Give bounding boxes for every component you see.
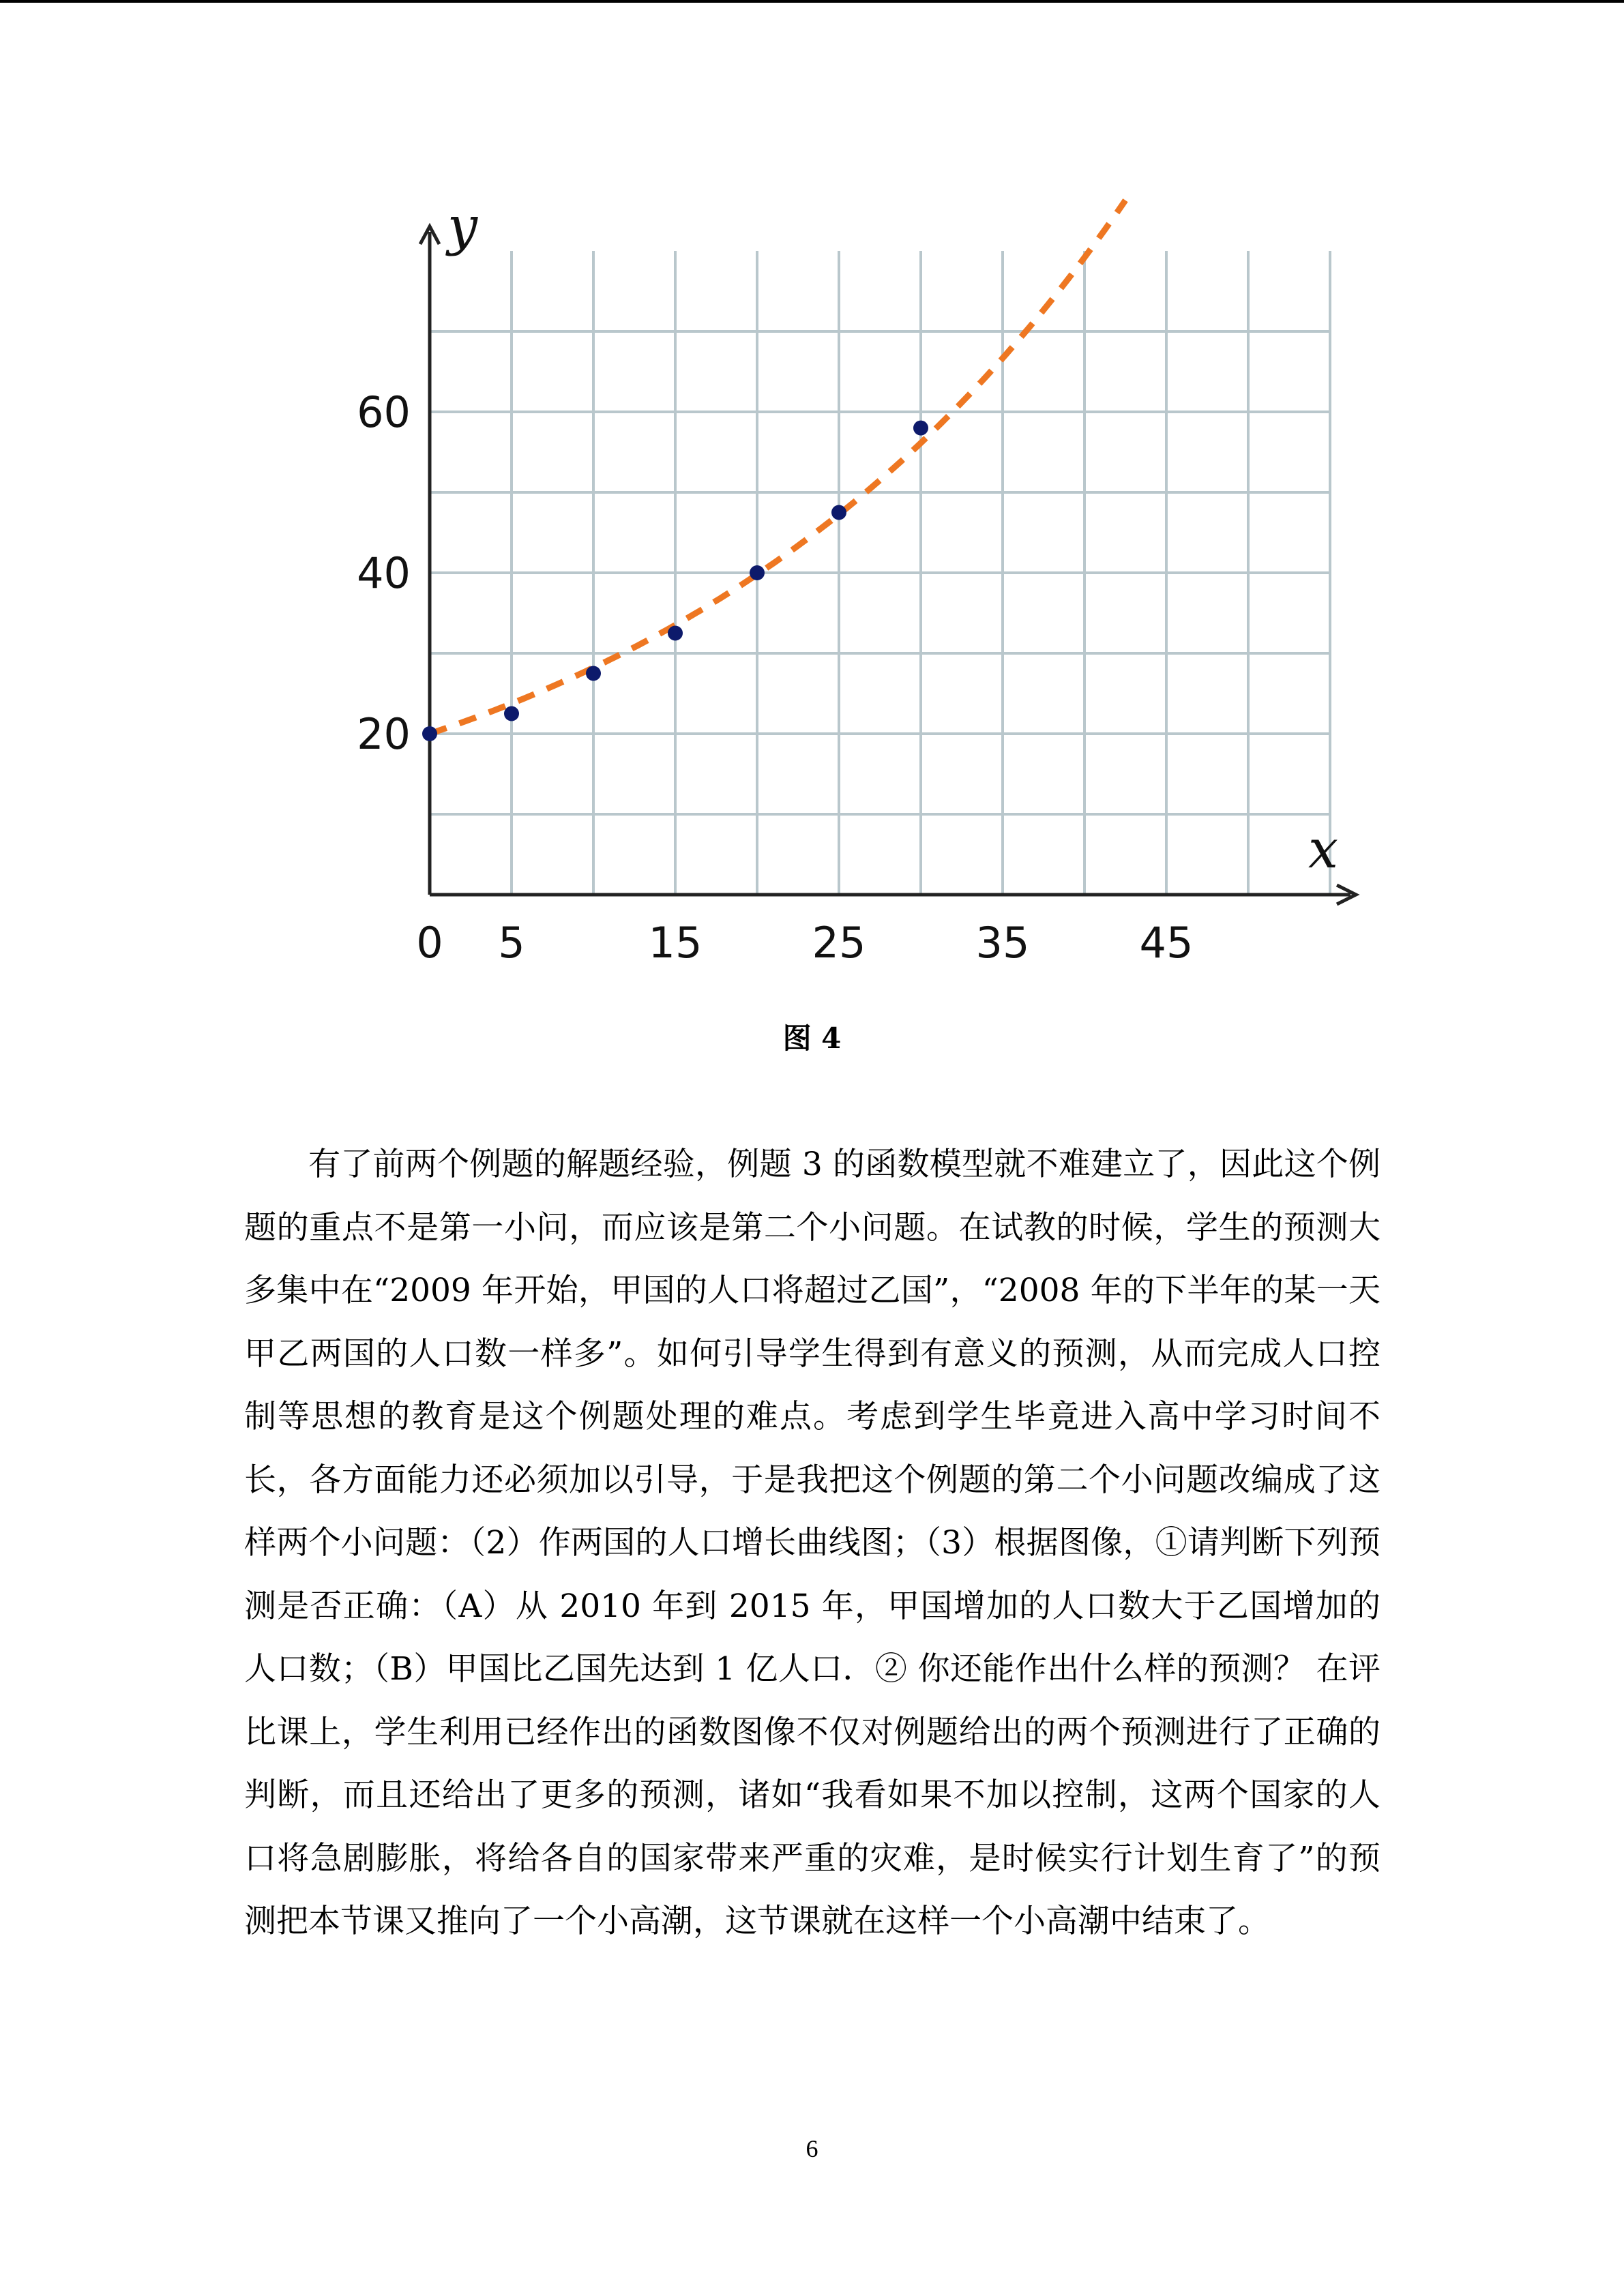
label-layer — [357, 196, 1338, 968]
data-point — [422, 726, 437, 741]
figure-caption: 图 4 — [782, 1022, 842, 1055]
x-tick-label: 25 — [812, 918, 866, 968]
x-tick-label: 0 — [416, 918, 443, 968]
figure-4-chart — [314, 191, 1378, 982]
y-tick-label: 20 — [357, 709, 411, 759]
page-top-border — [0, 0, 1624, 3]
y-tick-label: 40 — [357, 548, 411, 598]
data-point — [831, 505, 846, 520]
data-point — [586, 666, 601, 681]
body-text — [244, 1133, 1381, 1954]
growth-chart — [314, 191, 1378, 982]
chart-grid — [430, 251, 1330, 895]
x-tick-label: 45 — [1139, 918, 1194, 968]
body-paragraph: 有了前两个例题的解题经验，例题 3 的函数模型就不难建立了，因此这个例题的重点不是第一小问，而应该是第二个小问题。在试教的时候，学生的预测大多集中在“2009 年开始，甲国的人口将超过乙国”，“2008 年的下半年的某一天甲乙两国的人口数一样多”。如何引导学生得到有意义的预测，从而完成人口控制等思想的教育是这个例题处理的难点。考虑到学生毕竟进入高中学习时间不长，各方面能力还必须加以引导，于是我把这个例题的第二个小问题改编成了这样两个小问题：（2）作两国的人口增长曲线图；（3）根据图像，①请判断下列预测是否正确：（A）从 2010 年到 2015 年，甲国增加的人口数大于乙国增加的人口数；（B）甲国比乙国先达到 1 亿人口．② 你还能作出什么样的预测？ 在评比课上，学生利用已经作出的函数图像不仅对例题给出的两个预测进行了正确的判断，而且还给出了更多的预测，诸如“我看如果不加以控制，这两个国家的人口将急剧膨胀，将给各自的国家带来严重的灾难，是时候实行计划生育了”的预测把本节课又推向了一个小高潮，这节课就在这样一个小高潮中结束了。 — [244, 1146, 1381, 1940]
page-number: 6 — [806, 2135, 818, 2162]
data-point — [504, 706, 519, 721]
x-axis-label: x — [1308, 819, 1338, 880]
x-tick-label: 35 — [975, 918, 1030, 968]
y-axis-label: y — [447, 196, 478, 257]
data-point — [750, 565, 765, 580]
data-point — [913, 421, 928, 436]
x-tick-label: 5 — [498, 918, 525, 968]
x-tick-label: 15 — [648, 918, 703, 968]
data-point — [668, 626, 683, 641]
chart-axes — [420, 226, 1356, 904]
y-tick-label: 60 — [357, 387, 411, 437]
